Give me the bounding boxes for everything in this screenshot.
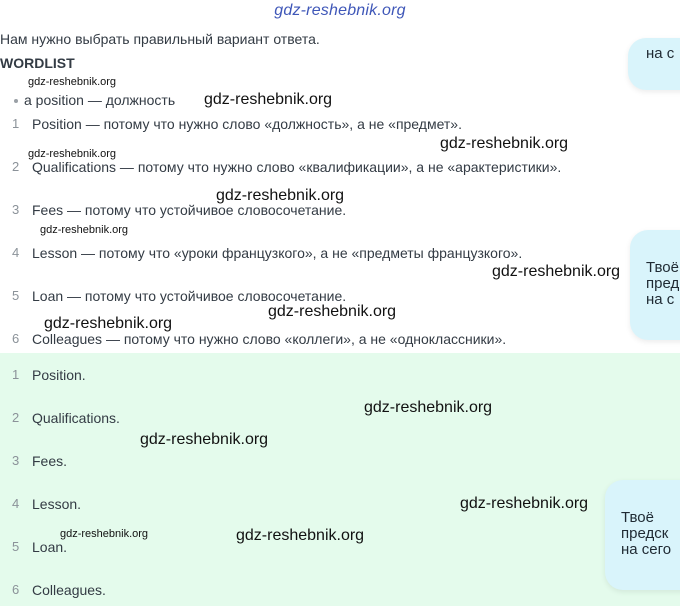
bubble-text: на с [646, 291, 675, 308]
watermark: gdz-reshebnik.org [60, 528, 149, 540]
item-text: Fees. [32, 453, 68, 469]
intro-text: Нам нужно выбрать правильный вариант ответа. [0, 31, 320, 47]
watermark: gdz-reshebnik.org [204, 91, 333, 108]
item-number: 3 [12, 202, 20, 217]
item-number: 1 [12, 116, 20, 131]
item-number: 5 [12, 288, 20, 303]
watermark: gdz-reshebnik.org [492, 263, 621, 280]
promo-bubble[interactable] [605, 480, 680, 590]
promo-bubble[interactable] [628, 38, 680, 90]
wordlist-item-text: a position — должность [24, 92, 176, 108]
item-text: Colleagues. [32, 582, 106, 598]
item-text: Loan — потому что устойчивое словосочетание. [32, 288, 347, 304]
watermark: gdz-reshebnik.org [44, 315, 173, 332]
bullet-icon [14, 99, 18, 103]
item-number: 1 [12, 367, 20, 382]
item-number: 6 [12, 582, 20, 597]
site-header [0, 0, 680, 26]
item-text: Lesson — потому что «уроки французкого», а не «предметы французкого». [32, 245, 523, 261]
item-text: Fees — потому что устойчивое словосочетание. [32, 202, 347, 218]
item-number: 5 [12, 539, 20, 554]
bubble-text: пред [646, 275, 680, 292]
watermark: gdz-reshebnik.org [140, 431, 269, 448]
item-number: 4 [12, 245, 20, 260]
bubble-text: Твоё [646, 259, 679, 276]
watermark: gdz-reshebnik.org [28, 76, 117, 88]
site-header-link[interactable]: gdz-reshebnik.org [274, 2, 406, 19]
wordlist-title: WORDLIST [0, 55, 75, 71]
item-text: Colleagues — потому что нужно слово «коллеги», а не «одноклассники». [32, 331, 507, 347]
bubble-text: на сего [621, 541, 672, 558]
watermark: gdz-reshebnik.org [460, 495, 589, 512]
item-text: Loan. [32, 539, 68, 555]
item-text: Lesson. [32, 496, 82, 512]
promo-bubble[interactable] [630, 230, 680, 340]
watermark: gdz-reshebnik.org [236, 527, 365, 544]
watermark: gdz-reshebnik.org [268, 303, 397, 320]
bubble-text: Твоё [621, 509, 654, 526]
item-text: Position. [32, 367, 86, 383]
item-text: Qualifications — потому что нужно слово «квалификации», а не «арактеристики». [32, 159, 562, 175]
watermark: gdz-reshebnik.org [364, 399, 493, 416]
watermark: gdz-reshebnik.org [216, 187, 345, 204]
wordlist-item [14, 92, 175, 110]
item-number: 3 [12, 453, 20, 468]
answers-panel [0, 353, 680, 606]
bubble-text: на с [646, 45, 675, 62]
item-number: 4 [12, 496, 20, 511]
item-text: Qualifications. [32, 410, 120, 426]
item-text: Position — потому что нужно слово «должность», а не «предмет». [32, 116, 462, 132]
watermark: gdz-reshebnik.org [28, 148, 117, 160]
item-number: 2 [12, 410, 20, 425]
item-number: 2 [12, 159, 20, 174]
watermark: gdz-reshebnik.org [40, 224, 129, 236]
watermark: gdz-reshebnik.org [440, 135, 569, 152]
bubble-text: предск [621, 525, 669, 542]
item-number: 6 [12, 331, 20, 346]
